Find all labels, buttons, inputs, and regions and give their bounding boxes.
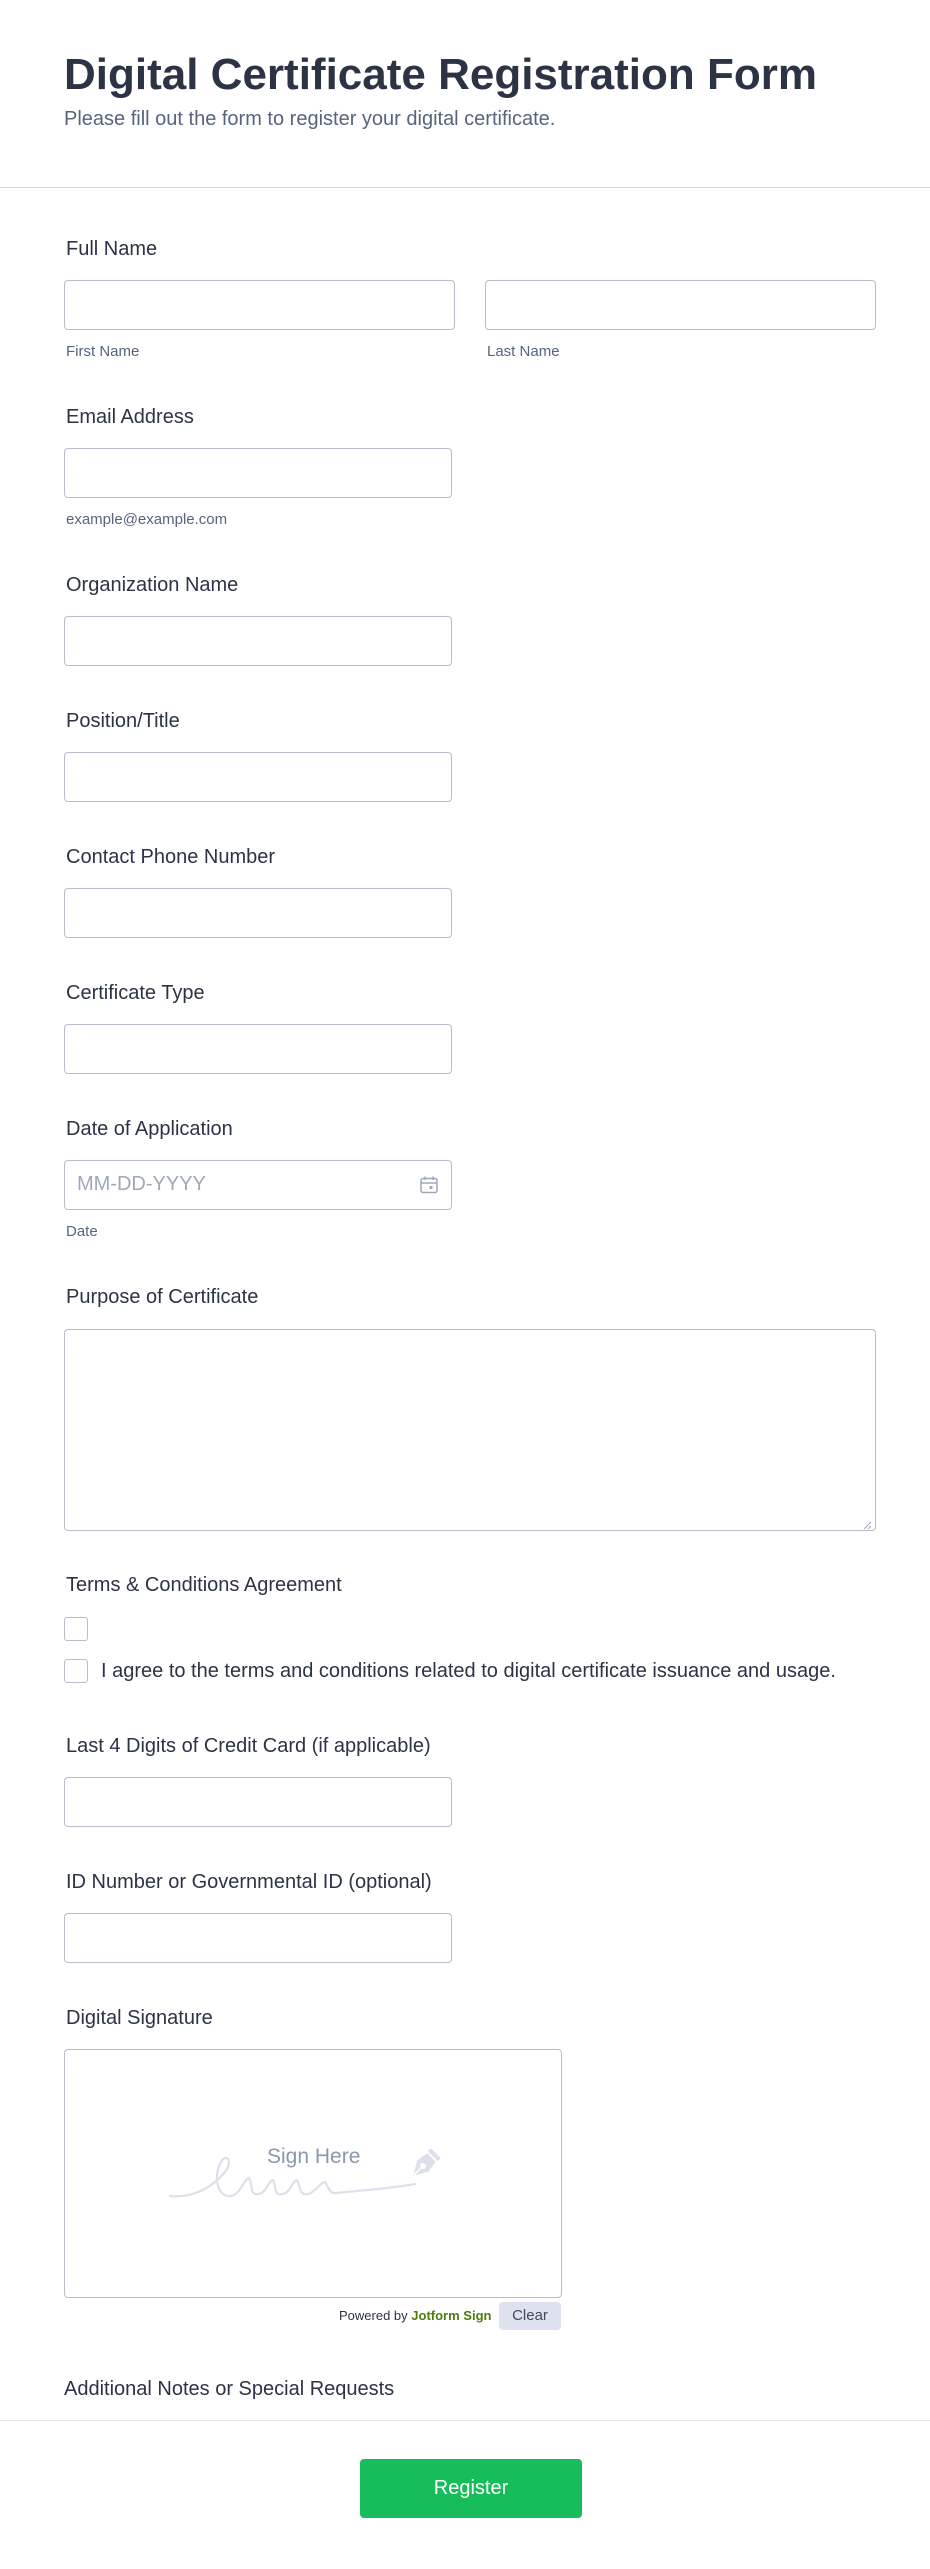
credit-card-input[interactable]	[64, 1777, 452, 1827]
resize-handle-icon[interactable]	[862, 1517, 872, 1527]
first-name-sublabel: First Name	[66, 343, 140, 360]
position-label: Position/Title	[66, 710, 180, 732]
date-placeholder: MM-DD-YYYY	[77, 1173, 206, 1195]
clear-signature-button[interactable]: Clear	[499, 2302, 561, 2330]
form-title: Digital Certificate Registration Form	[64, 50, 818, 99]
pen-nib-icon	[403, 2146, 443, 2186]
credit-card-label: Last 4 Digits of Credit Card (if applicable)	[66, 1735, 431, 1757]
signature-pad[interactable]	[64, 2049, 562, 2298]
email-label: Email Address	[66, 406, 194, 428]
form-header	[0, 0, 930, 188]
certificate-type-label: Certificate Type	[66, 982, 205, 1004]
organization-input[interactable]	[64, 616, 452, 666]
phone-label: Contact Phone Number	[66, 846, 276, 868]
terms-checkbox[interactable]	[64, 1659, 88, 1683]
jotform-sign-link[interactable]: Jotform Sign	[411, 2308, 492, 2323]
first-name-input[interactable]	[64, 280, 455, 330]
sign-here-placeholder: Sign Here	[267, 2145, 361, 2168]
position-input[interactable]	[64, 752, 452, 802]
powered-prefix: Powered by	[339, 2308, 408, 2323]
id-number-input[interactable]	[64, 1913, 452, 1963]
email-sublabel: example@example.com	[66, 511, 228, 528]
signature-scribble-icon	[65, 2050, 563, 2299]
terms-option-text: I agree to the terms and conditions related to digital certificate issuance and usage.	[101, 1660, 836, 1682]
date-input[interactable]	[64, 1160, 452, 1210]
powered-by-text	[339, 2308, 491, 2323]
terms-label: Terms & Conditions Agreement	[66, 1574, 342, 1596]
email-input[interactable]	[64, 448, 452, 498]
signature-label: Digital Signature	[66, 2007, 213, 2029]
id-number-label: ID Number or Governmental ID (optional)	[66, 1871, 432, 1893]
purpose-label: Purpose of Certificate	[66, 1286, 259, 1308]
form-subtitle: Please fill out the form to register your digital certificate.	[64, 108, 556, 130]
date-label: Date of Application	[66, 1118, 233, 1140]
last-name-input[interactable]	[485, 280, 876, 330]
phone-input[interactable]	[64, 888, 452, 938]
full-name-label: Full Name	[66, 238, 158, 260]
last-name-sublabel: Last Name	[487, 343, 560, 360]
notes-label: Additional Notes or Special Requests	[64, 2378, 395, 2400]
footer-divider	[0, 2420, 930, 2421]
date-sublabel: Date	[66, 1223, 98, 1240]
purpose-textarea[interactable]	[64, 1329, 876, 1531]
certificate-type-input[interactable]	[64, 1024, 452, 1074]
calendar-icon[interactable]	[419, 1175, 439, 1195]
terms-checkbox-empty[interactable]	[64, 1617, 88, 1641]
organization-label: Organization Name	[66, 574, 239, 596]
register-button[interactable]: Register	[360, 2459, 582, 2518]
